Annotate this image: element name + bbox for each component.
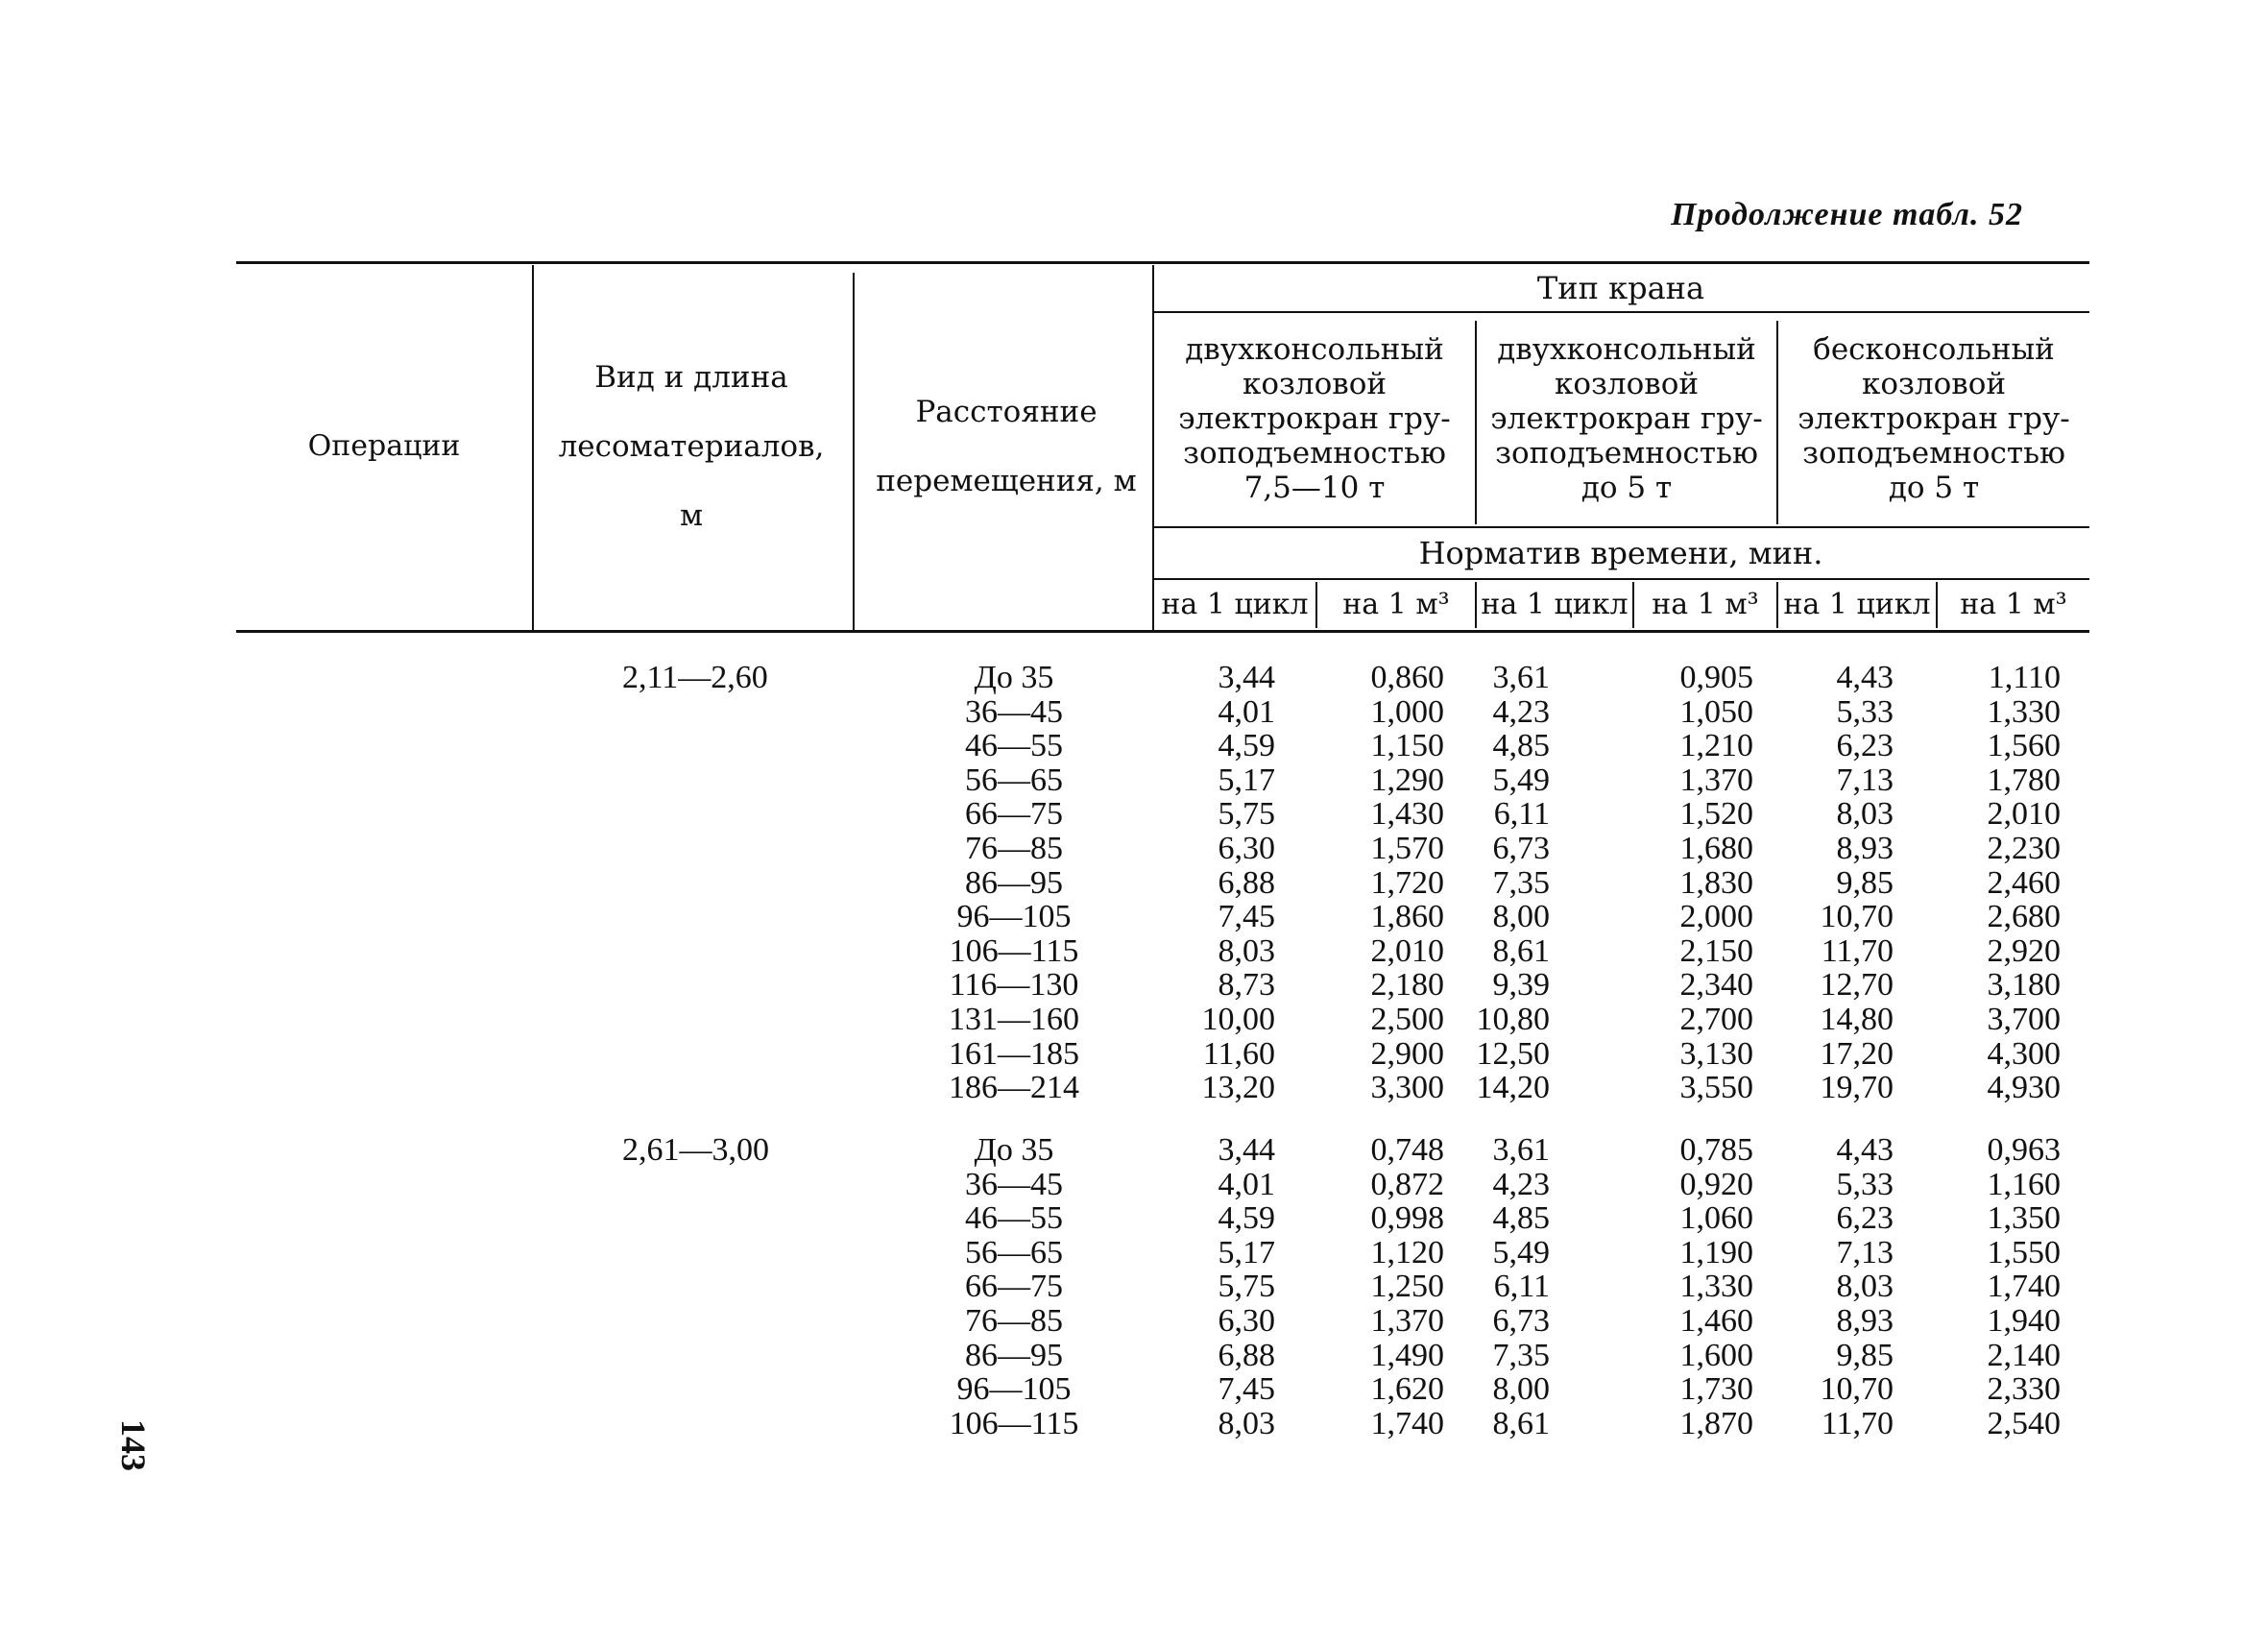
table-row [0, 1133, 2268, 1168]
per-cycle-cell: 4,59 [1218, 728, 1275, 764]
per-m3-cell: 2,330 [1987, 1371, 2061, 1408]
per-m3-cell: 1,780 [1987, 762, 2061, 798]
header-distance: Расстояние перемещения, м [876, 395, 1137, 498]
per-cycle-cell: 6,30 [1218, 831, 1275, 866]
distance-cell: 56—65 [965, 1234, 1063, 1270]
table-row [0, 1304, 2268, 1339]
per-cycle-cell: 7,35 [1492, 864, 1550, 901]
length-range: 2,11—2,60 [622, 660, 768, 695]
per-m3-cell: 0,785 [1679, 1132, 1753, 1168]
per-m3-cell: 2,180 [1370, 967, 1444, 1004]
per-cycle-cell: 8,03 [1836, 796, 1894, 833]
per-cycle-cell: 19,70 [1820, 1070, 1894, 1106]
sub-per-m3-3: на 1 м³ [1960, 588, 2067, 621]
per-m3-cell: 2,150 [1679, 932, 1753, 969]
per-cycle-cell: 10,00 [1201, 1002, 1275, 1037]
per-cycle-cell: 6,88 [1218, 1337, 1275, 1373]
table-row [0, 1003, 2268, 1037]
header-bottom-rule [236, 630, 2089, 633]
per-m3-cell: 1,740 [1370, 1405, 1444, 1441]
per-cycle-cell: 5,33 [1836, 693, 1894, 730]
distance-cell: 56—65 [965, 762, 1063, 798]
table-row [0, 900, 2268, 934]
per-cycle-cell: 3,44 [1218, 1132, 1275, 1168]
col-divider-1 [532, 265, 534, 630]
per-m3-cell: 2,920 [1987, 932, 2061, 969]
per-cycle-cell: 6,73 [1492, 831, 1550, 866]
per-cycle-cell: 7,13 [1836, 762, 1894, 798]
per-cycle-cell: 6,30 [1218, 1303, 1275, 1339]
per-m3-cell: 1,740 [1987, 1269, 2061, 1305]
per-cycle-cell: 8,73 [1218, 967, 1275, 1004]
per-cycle-cell: 11,70 [1821, 1405, 1894, 1441]
per-m3-cell: 0,963 [1987, 1132, 2061, 1168]
header-crane-2: двухконсольный козловой электрокран грузоподъемностью до 5 т [1490, 332, 1763, 505]
distance-cell: 96—105 [956, 1371, 1072, 1408]
per-m3-cell: 2,700 [1679, 1002, 1753, 1037]
per-m3-cell: 3,180 [1987, 967, 2061, 1004]
per-m3-cell: 2,230 [1987, 831, 2061, 866]
distance-cell: 46—55 [965, 728, 1063, 764]
per-cycle-cell: 8,03 [1836, 1269, 1894, 1305]
sub-per-cycle-1: на 1 цикл [1161, 588, 1309, 621]
per-m3-cell: 1,330 [1679, 1269, 1753, 1305]
distance-cell: 66—75 [965, 796, 1063, 833]
table-row [0, 763, 2268, 798]
per-m3-cell: 2,500 [1370, 1002, 1444, 1037]
crane-divider-1 [1475, 321, 1477, 524]
header-norm: Норматив времени, мин. [1418, 535, 1823, 571]
per-m3-cell: 3,550 [1679, 1070, 1753, 1106]
table-row [0, 1236, 2268, 1270]
table-row [0, 1407, 2268, 1441]
per-cycle-cell: 6,73 [1492, 1303, 1550, 1339]
per-m3-cell: 0,748 [1370, 1132, 1444, 1168]
per-cycle-cell: 4,85 [1492, 1200, 1550, 1237]
sub-per-cycle-2: на 1 цикл [1481, 588, 1629, 621]
sub-per-cycle-3: на 1 цикл [1783, 588, 1931, 621]
per-cycle-cell: 5,49 [1492, 1234, 1550, 1270]
per-cycle-cell: 13,20 [1201, 1070, 1275, 1106]
per-m3-cell: 2,900 [1370, 1035, 1444, 1072]
per-cycle-cell: 8,03 [1218, 932, 1275, 969]
per-m3-cell: 1,730 [1679, 1371, 1753, 1408]
distance-cell: До 35 [974, 660, 1054, 695]
per-m3-cell: 0,905 [1679, 660, 1753, 695]
sub-per-m3-1: на 1 м³ [1342, 588, 1450, 621]
per-cycle-cell: 4,59 [1218, 1200, 1275, 1237]
distance-cell: 76—85 [965, 831, 1063, 866]
per-cycle-cell: 4,43 [1836, 660, 1894, 695]
per-m3-cell: 1,210 [1679, 728, 1753, 764]
per-m3-cell: 1,370 [1370, 1303, 1444, 1339]
table-row [0, 1168, 2268, 1202]
table-row [0, 1270, 2268, 1304]
per-cycle-cell: 17,20 [1820, 1035, 1894, 1072]
per-cycle-cell: 7,13 [1836, 1234, 1894, 1270]
norm-bottom-rule [1152, 578, 2089, 580]
per-m3-cell: 2,000 [1679, 899, 1753, 935]
distance-cell: 36—45 [965, 1166, 1063, 1202]
per-m3-cell: 1,430 [1370, 796, 1444, 833]
per-cycle-cell: 5,33 [1836, 1166, 1894, 1202]
table-row [0, 661, 2268, 695]
per-cycle-cell: 11,70 [1821, 932, 1894, 969]
per-m3-cell: 1,520 [1679, 796, 1753, 833]
per-m3-cell: 0,872 [1370, 1166, 1444, 1202]
per-m3-cell: 3,700 [1987, 1002, 2061, 1037]
table-row [0, 866, 2268, 901]
per-m3-cell: 1,870 [1679, 1405, 1753, 1441]
per-m3-cell: 2,680 [1987, 899, 2061, 935]
length-range: 2,61—3,00 [622, 1132, 769, 1168]
per-cycle-cell: 8,03 [1218, 1405, 1275, 1441]
per-m3-cell: 1,600 [1679, 1337, 1753, 1373]
norm-top-rule [1152, 526, 2089, 528]
per-cycle-cell: 3,61 [1492, 660, 1550, 695]
per-m3-cell: 1,060 [1679, 1200, 1753, 1237]
per-cycle-cell: 10,70 [1820, 1371, 1894, 1408]
per-m3-cell: 2,010 [1987, 796, 2061, 833]
per-m3-cell: 2,010 [1370, 932, 1444, 969]
table-row [0, 729, 2268, 763]
per-m3-cell: 1,490 [1370, 1337, 1444, 1373]
table-row [0, 1372, 2268, 1407]
per-m3-cell: 4,300 [1987, 1035, 2061, 1072]
per-cycle-cell: 7,35 [1492, 1337, 1550, 1373]
header-crane-1: двухконсольный козловой электрокран грузоподъемностью 7,5—10 т [1178, 332, 1451, 505]
per-cycle-cell: 8,93 [1836, 831, 1894, 866]
distance-cell: 161—185 [949, 1035, 1079, 1072]
distance-cell: 96—105 [956, 899, 1072, 935]
per-m3-cell: 1,560 [1987, 728, 2061, 764]
header-crane-3: бесконсольный козловой электрокран грузоподъемностью до 5 т [1798, 332, 2070, 505]
per-m3-cell: 1,330 [1987, 693, 2061, 730]
sub-per-m3-2: на 1 м³ [1652, 588, 1759, 621]
per-cycle-cell: 4,01 [1218, 1166, 1275, 1202]
per-cycle-cell: 5,75 [1218, 1269, 1275, 1305]
per-m3-cell: 0,920 [1679, 1166, 1753, 1202]
per-cycle-cell: 8,61 [1492, 1405, 1550, 1441]
per-cycle-cell: 8,61 [1492, 932, 1550, 969]
per-cycle-cell: 4,23 [1492, 1166, 1550, 1202]
per-cycle-cell: 9,85 [1836, 1337, 1894, 1373]
per-cycle-cell: 3,61 [1492, 1132, 1550, 1168]
per-m3-cell: 1,370 [1679, 762, 1753, 798]
per-m3-cell: 1,050 [1679, 693, 1753, 730]
per-m3-cell: 1,860 [1370, 899, 1444, 935]
distance-cell: 106—115 [949, 1405, 1079, 1441]
table-row [0, 797, 2268, 832]
per-m3-cell: 1,250 [1370, 1269, 1444, 1305]
per-m3-cell: 3,300 [1370, 1070, 1444, 1106]
per-m3-cell: 1,830 [1679, 864, 1753, 901]
per-cycle-cell: 6,11 [1493, 796, 1550, 833]
per-cycle-cell: 6,23 [1836, 728, 1894, 764]
distance-cell: 86—95 [965, 864, 1063, 901]
per-m3-cell: 2,540 [1987, 1405, 2061, 1441]
per-m3-cell: 1,620 [1370, 1371, 1444, 1408]
table-caption: Продолжение табл. 52 [1671, 197, 2023, 232]
per-cycle-cell: 4,85 [1492, 728, 1550, 764]
per-m3-cell: 1,350 [1987, 1200, 2061, 1237]
distance-cell: 76—85 [965, 1303, 1063, 1339]
table-row [0, 1339, 2268, 1373]
per-cycle-cell: 4,01 [1218, 693, 1275, 730]
table-row [0, 695, 2268, 730]
per-m3-cell: 1,290 [1370, 762, 1444, 798]
table-top-rule [236, 261, 2089, 264]
per-m3-cell: 1,150 [1370, 728, 1444, 764]
header-operations: Операции [307, 429, 461, 463]
per-cycle-cell: 7,45 [1218, 1371, 1275, 1408]
per-cycle-cell: 6,11 [1493, 1269, 1550, 1305]
per-m3-cell: 2,340 [1679, 967, 1753, 1004]
per-cycle-cell: 9,39 [1492, 967, 1550, 1004]
per-cycle-cell: 4,23 [1492, 693, 1550, 730]
per-m3-cell: 3,130 [1679, 1035, 1753, 1072]
per-cycle-cell: 14,20 [1476, 1070, 1550, 1106]
distance-cell: 116—130 [949, 967, 1079, 1004]
distance-cell: 131—160 [949, 1002, 1079, 1037]
distance-cell: 86—95 [965, 1337, 1063, 1373]
per-m3-cell: 1,940 [1987, 1303, 2061, 1339]
per-cycle-cell: 6,88 [1218, 864, 1275, 901]
col-divider-3 [1152, 265, 1154, 630]
distance-cell: 186—214 [949, 1070, 1079, 1106]
col-divider-2 [853, 273, 855, 630]
per-cycle-cell: 6,23 [1836, 1200, 1894, 1237]
per-cycle-cell: 5,75 [1218, 796, 1275, 833]
crane-divider-2 [1776, 321, 1778, 524]
per-cycle-cell: 4,43 [1836, 1132, 1894, 1168]
per-cycle-cell: 11,60 [1202, 1035, 1275, 1072]
distance-cell: До 35 [974, 1132, 1054, 1168]
table-row [0, 968, 2268, 1003]
per-cycle-cell: 5,49 [1492, 762, 1550, 798]
header-wood-kind: Вид и длина лесоматериалов, м [558, 360, 825, 533]
per-cycle-cell: 3,44 [1218, 660, 1275, 695]
header-crane-type: Тип крана [1536, 270, 1705, 306]
per-cycle-cell: 5,17 [1218, 1234, 1275, 1270]
per-m3-cell: 1,120 [1370, 1234, 1444, 1270]
per-m3-cell: 1,000 [1370, 693, 1444, 730]
per-m3-cell: 1,570 [1370, 831, 1444, 866]
table-row [0, 1071, 2268, 1105]
page-number: 143 [114, 1419, 153, 1471]
table-row [0, 934, 2268, 969]
per-m3-cell: 0,860 [1370, 660, 1444, 695]
per-m3-cell: 1,680 [1679, 831, 1753, 866]
per-cycle-cell: 8,00 [1492, 899, 1550, 935]
distance-cell: 46—55 [965, 1200, 1063, 1237]
per-m3-cell: 1,160 [1987, 1166, 2061, 1202]
table-row [0, 832, 2268, 866]
per-m3-cell: 1,110 [1988, 660, 2061, 695]
per-m3-cell: 1,550 [1987, 1234, 2061, 1270]
per-cycle-cell: 10,70 [1820, 899, 1894, 935]
per-m3-cell: 0,998 [1370, 1200, 1444, 1237]
per-cycle-cell: 8,93 [1836, 1303, 1894, 1339]
per-m3-cell: 4,930 [1987, 1070, 2061, 1106]
per-m3-cell: 1,190 [1679, 1234, 1753, 1270]
distance-cell: 106—115 [949, 932, 1079, 969]
crane-type-rule [1152, 311, 2089, 313]
per-cycle-cell: 12,70 [1820, 967, 1894, 1004]
table-row [0, 1037, 2268, 1072]
table-row [0, 1201, 2268, 1236]
per-cycle-cell: 5,17 [1218, 762, 1275, 798]
per-cycle-cell: 8,00 [1492, 1371, 1550, 1408]
per-cycle-cell: 7,45 [1218, 899, 1275, 935]
distance-cell: 36—45 [965, 693, 1063, 730]
per-m3-cell: 2,140 [1987, 1337, 2061, 1373]
per-cycle-cell: 14,80 [1820, 1002, 1894, 1037]
per-cycle-cell: 9,85 [1836, 864, 1894, 901]
per-cycle-cell: 12,50 [1476, 1035, 1550, 1072]
per-cycle-cell: 10,80 [1476, 1002, 1550, 1037]
per-m3-cell: 1,460 [1679, 1303, 1753, 1339]
per-m3-cell: 1,720 [1370, 864, 1444, 901]
per-m3-cell: 2,460 [1987, 864, 2061, 901]
distance-cell: 66—75 [965, 1269, 1063, 1305]
